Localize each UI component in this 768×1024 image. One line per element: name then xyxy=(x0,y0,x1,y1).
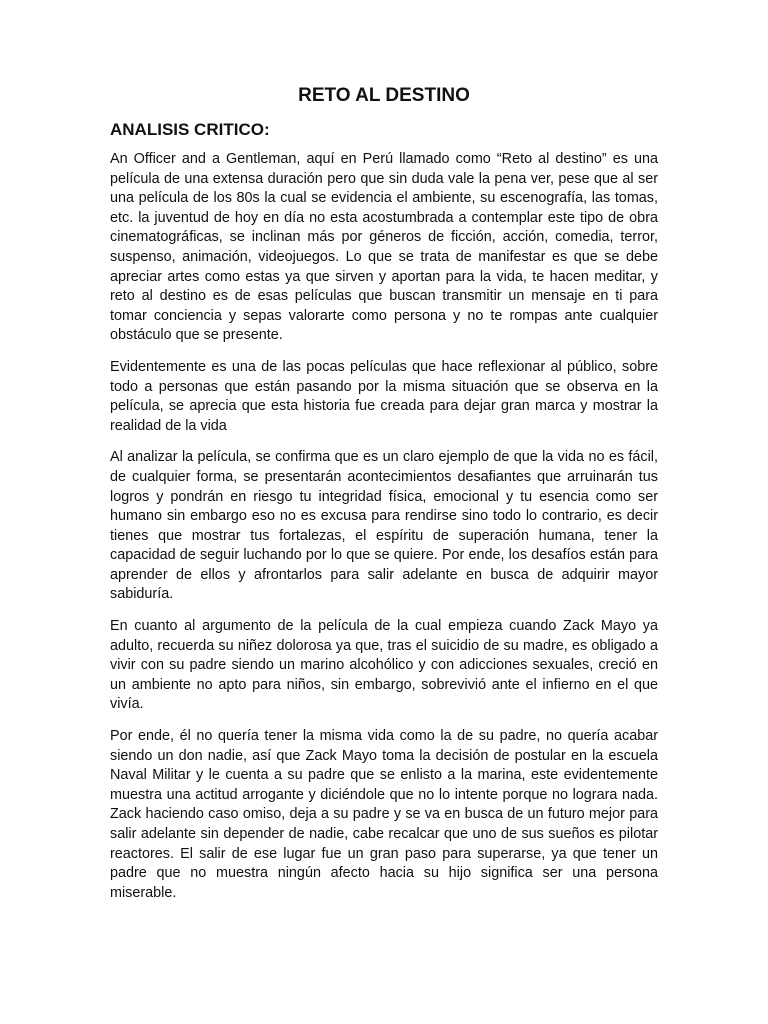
paragraph-3: Al analizar la película, se confirma que es un claro ejemplo de que la vida no es fácil, de cualquier forma, se presentarán acontecimientos desafiantes que arruinarán tus logros y pondrán en riesgo tu integridad física, emocional y tu esencia como ser humano sin embargo eso no es excusa para rendirse sino todo lo contrario, es decir tienes que mostrar tus fortalezas, el espíritu de superación humana, tener la capacidad de seguir luchando por lo que se quiere. Por ende, los desafíos están para aprender de ellos y afrontarlos para salir adelante en busca de adquirir mayor sabiduría. xyxy=(110,449,658,603)
paragraph-1: An Officer and a Gentleman, aquí en Perú llamado como “Reto al destino” es una película de una extensa duración pero que sin duda vale la pena ver, pese que al ser una película de los 80s la cual se evidencia el ambiente, su escenografía, las tomas, etc. la juventud de hoy en día no esta acostumbrada a contemplar este tipo de obra cinematográficas, se inclinan más por géneros de ficción, acción, comedia, terror, suspenso, animación, videojuegos. Lo que se trata de manifestar es que se debe apreciar artes como estas ya que sirven y aportan para la vida, te hacen meditar, y reto al destino es de esas películas que buscan transmitir un mensaje en ti para tomar conciencia y sepas valorarte como persona y no te rompas ante cualquier obstáculo que se presente. xyxy=(110,151,658,344)
paragraph-4: En cuanto al argumento de la película de la cual empieza cuando Zack Mayo ya adulto, recuerda su niñez dolorosa ya que, tras el suicidio de su madre, es obligado a vivir con su padre siendo un marino alcohólico y con adicciones sexuales, creció en un ambiente no apto para niños, sin embargo, sobrevivió ante el infierno en el que vivía. xyxy=(110,618,658,713)
section-heading: ANALISIS CRITICO: xyxy=(110,120,270,139)
document-title: RETO AL DESTINO xyxy=(298,85,470,106)
paragraph-2: Evidentemente es una de las pocas películas que hace reflexionar al público, sobre todo a personas que están pasando por la misma situación que se observa en la película, se aprecia que esta historia fue creada para dejar gran marca y mostrar la realidad de la vida xyxy=(110,358,658,434)
paragraph-5: Por ende, él no quería tener la misma vida como la de su padre, no quería acabar siendo un don nadie, así que Zack Mayo toma la decisión de postular en la escuela Naval Militar y le cuenta a su padre que se enlisto a la marina, este evidentemente muestra una actitud arrogante y diciéndole que no lo intente porque no lograra nada. Zack haciendo caso omiso, deja a su padre y se va en busca de un futuro mejor para salir adelante sin depender de nadie, cabe recalcar que uno de sus sueños es pilotar reactores. El salir de ese lugar fue un gran paso para superarse, ya que tener un padre que no muestra ningún afecto hacia su hijo significa ser una persona miserable. xyxy=(110,728,658,901)
document-body xyxy=(110,84,658,915)
